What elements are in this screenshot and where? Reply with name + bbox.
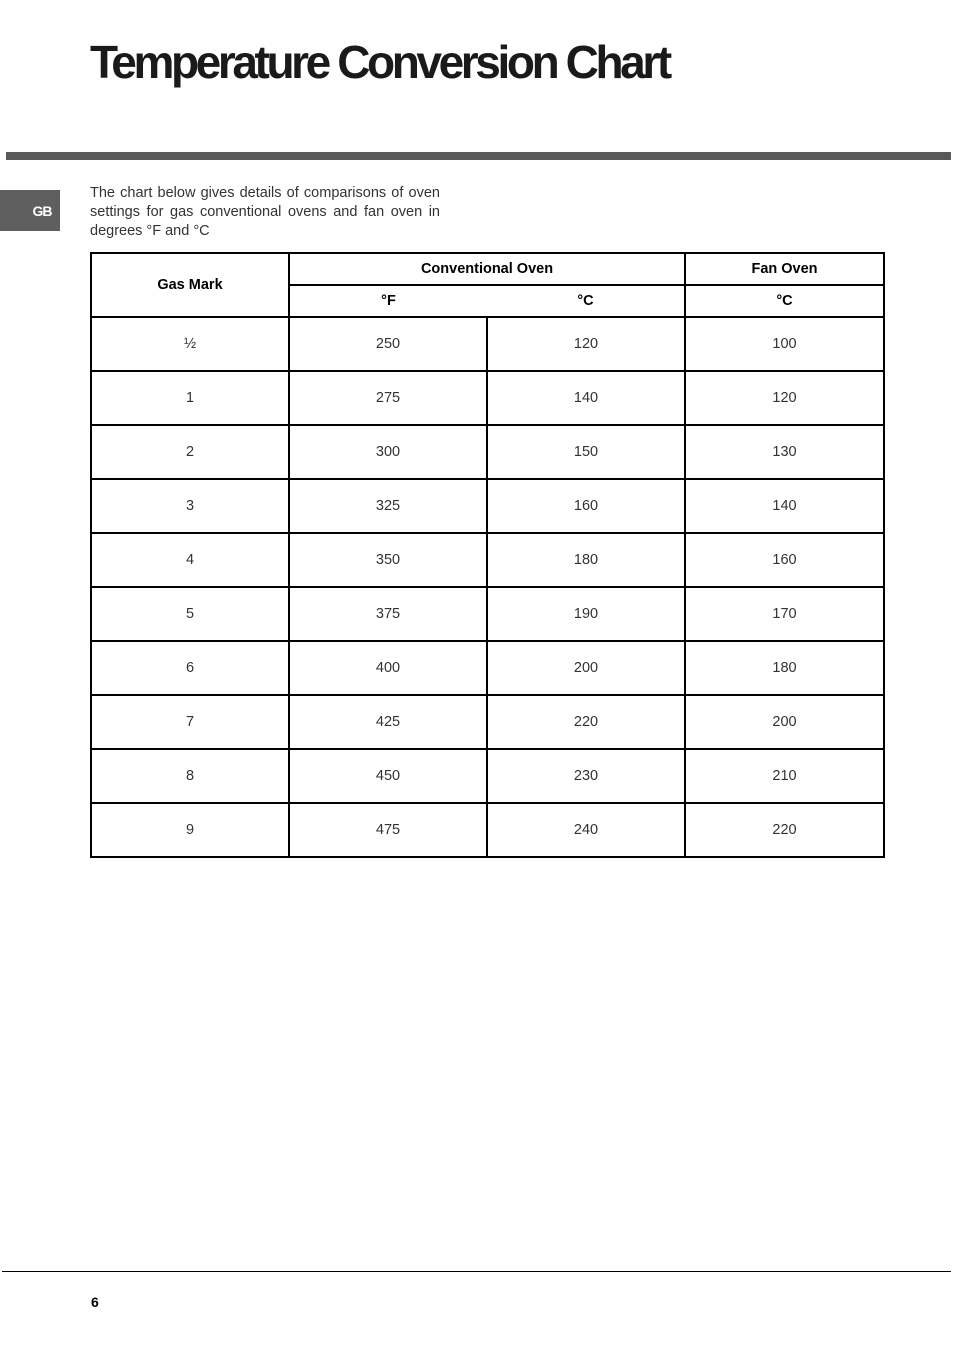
page-number: 6 [91,1294,99,1310]
table-row [91,371,884,425]
conventional-c-cell: 220 [487,695,685,749]
conventional-f-cell: 450 [289,749,487,803]
gas-mark-cell: 3 [91,479,289,533]
conventional-c-cell: 230 [487,749,685,803]
gas-mark-cell: 5 [91,587,289,641]
gas-mark-cell: 8 [91,749,289,803]
conventional-f-cell: 375 [289,587,487,641]
table-row [91,695,884,749]
header-conventional-f: °F [289,285,487,317]
header-conventional-c: °C [487,285,685,317]
table-row [91,479,884,533]
intro-text: The chart below gives details of comparisons of oven settings for gas conventional ovens and fan oven in degrees °F and °C [90,185,440,239]
fan-c-cell: 170 [685,587,884,641]
conventional-c-cell: 160 [487,479,685,533]
header-fan-c: °C [685,285,884,317]
conventional-f-cell: 400 [289,641,487,695]
conventional-f-cell: 425 [289,695,487,749]
page-title: Temperature Conversion Chart [90,36,669,88]
fan-c-cell: 210 [685,749,884,803]
gas-mark-cell: 1 [91,371,289,425]
conventional-c-cell: 190 [487,587,685,641]
fan-c-cell: 100 [685,317,884,371]
gas-mark-cell: 9 [91,803,289,857]
gas-mark-cell: 7 [91,695,289,749]
fan-c-cell: 220 [685,803,884,857]
conventional-f-cell: 275 [289,371,487,425]
gas-mark-cell: 6 [91,641,289,695]
conversion-table [90,252,885,858]
fan-c-cell: 140 [685,479,884,533]
conventional-f-cell: 250 [289,317,487,371]
conventional-f-cell: 325 [289,479,487,533]
gas-mark-cell: 2 [91,425,289,479]
conventional-c-cell: 150 [487,425,685,479]
header-conventional-oven: Conventional Oven [289,253,685,285]
conventional-f-cell: 300 [289,425,487,479]
conventional-f-cell: 475 [289,803,487,857]
fan-c-cell: 130 [685,425,884,479]
language-tab: GB [0,190,60,231]
fan-c-cell: 160 [685,533,884,587]
table-row [91,425,884,479]
conventional-c-cell: 180 [487,533,685,587]
table-row [91,749,884,803]
fan-c-cell: 120 [685,371,884,425]
header-divider [6,152,951,160]
footer-divider [2,1271,951,1272]
table-row [91,641,884,695]
header-gas-mark: Gas Mark [91,253,289,317]
gas-mark-cell: 4 [91,533,289,587]
conventional-c-cell: 140 [487,371,685,425]
conventional-f-cell: 350 [289,533,487,587]
table-row [91,317,884,371]
fan-c-cell: 180 [685,641,884,695]
gas-mark-cell: ½ [91,317,289,371]
conventional-c-cell: 200 [487,641,685,695]
header-fan-oven: Fan Oven [685,253,884,285]
table-row [91,533,884,587]
table-row [91,803,884,857]
conventional-c-cell: 120 [487,317,685,371]
table-row [91,587,884,641]
fan-c-cell: 200 [685,695,884,749]
conventional-c-cell: 240 [487,803,685,857]
